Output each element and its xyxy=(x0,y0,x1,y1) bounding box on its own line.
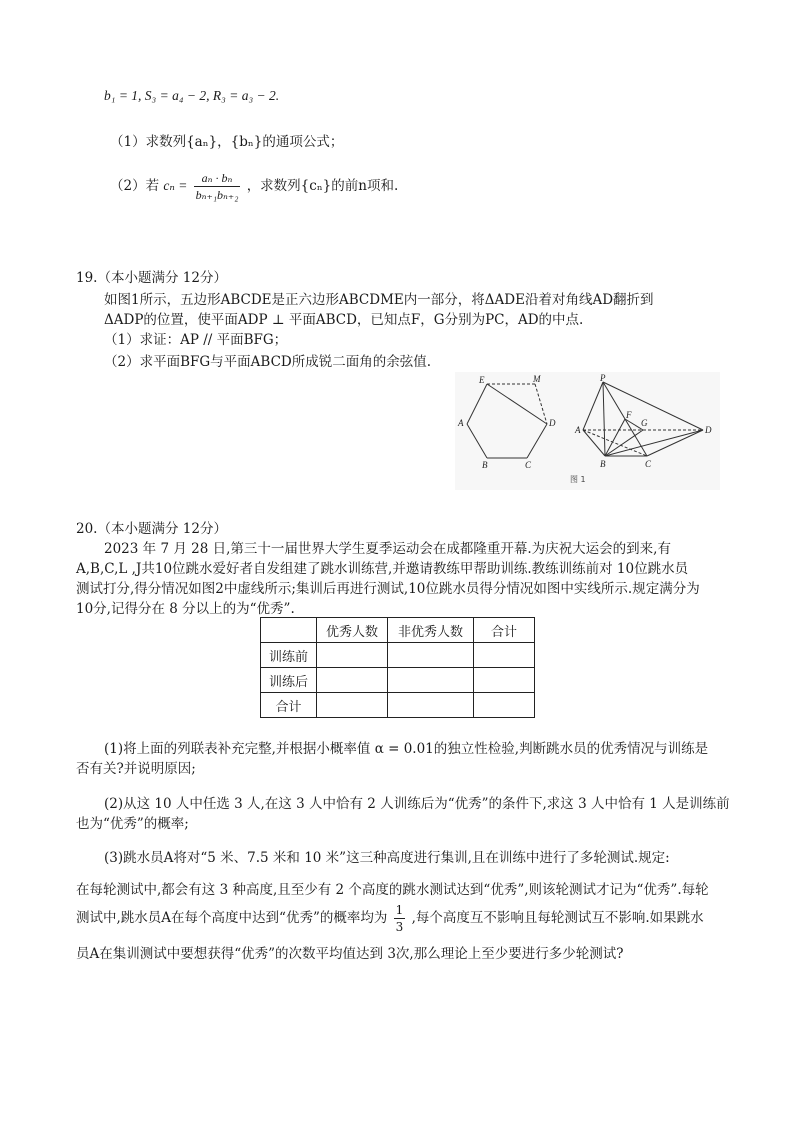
table-cell xyxy=(474,668,535,693)
fig-label-g: G xyxy=(641,418,648,428)
q20-part1-line2: 否有关?并说明原因; xyxy=(76,761,196,777)
table-row-label: 训练前 xyxy=(261,643,317,668)
q18-fraction-denominator: bₙ₊₁bₙ₊₂ xyxy=(195,188,239,202)
fig-label-f: F xyxy=(626,410,632,420)
q18-part2-suffix: ，求数列{cₙ}的前n项和. xyxy=(246,178,399,194)
q19-part2: （2）求平面BFG与平面ABCD所成锐二面角的余弦值. xyxy=(104,354,432,370)
table-cell xyxy=(317,643,388,668)
contingency-table xyxy=(260,617,535,718)
q19-part1: （1）求证：AP // 平面BFG； xyxy=(104,332,288,348)
q20-part3-line1: (3)跳水员A将对“5 米、7.5 米和 10 米”这三种高度进行集训,且在训练中进行了多轮测试.规定: xyxy=(104,850,670,866)
fig-label-b1: B xyxy=(482,460,488,470)
table-cell xyxy=(317,693,388,718)
q20-part3-line2: 在每轮测试中,都会有这 3 种高度,且至少有 2 个高度的跳水测试达到“优秀”,则该轮测试才记为“优秀”.每轮 xyxy=(76,882,709,898)
figure-1 xyxy=(455,372,720,490)
fig-label-d1: D xyxy=(549,418,556,428)
table-row xyxy=(261,693,535,718)
q18-part2 xyxy=(110,172,398,201)
q20-part3-line3-post: ,每个高度互不影响且每轮测试互不影响.如果跳水 xyxy=(411,910,704,926)
q20-part3-line3-pre: 测试中,跳水员A在每个高度中达到“优秀”的概率均为 xyxy=(76,910,388,926)
q20-part2-line1: (2)从这 10 人中任选 3 人,在这 3 人中恰有 2 人训练后为“优秀”的条件下,求这 3 人中恰有 1 人是训练前 xyxy=(104,796,730,812)
q18-part1: （1）求数列{aₙ}，{bₙ}的通项公式； xyxy=(110,134,344,150)
fig-label-e: E xyxy=(479,375,485,385)
table-header-row xyxy=(261,618,535,643)
table-cell xyxy=(317,668,388,693)
table-cell xyxy=(388,643,474,668)
q20-intro-4: 10分,记得分在 8 分以上的为“优秀”. xyxy=(76,601,295,617)
table-header-cell: 优秀人数 xyxy=(317,618,388,643)
q20-part3-line4: 员A在集训测试中要想获得“优秀”的次数平均值达到 3次,那么理论上至少要进行多少轮测试? xyxy=(76,946,624,962)
table-header-cell xyxy=(261,618,317,643)
q20-part2-line2: 也为“优秀”的概率; xyxy=(76,816,189,832)
q18-part2-prefix: （2）若 xyxy=(110,178,160,194)
table-row-label: 合计 xyxy=(261,693,317,718)
fig-label-a2: A xyxy=(575,425,581,435)
q20-part1-line1: (1)将上面的列联表补充完整,并根据小概率值 α = 0.01的独立性检验,判断跳水员的优秀情况与训练是 xyxy=(104,741,709,757)
fraction-numerator: 1 xyxy=(395,903,404,917)
q18-given: b₁ = 1, S₃ = a₄ − 2, R₃ = a₃ − 2. xyxy=(104,88,280,103)
table-cell xyxy=(474,693,535,718)
fig-label-a1: A xyxy=(458,418,464,428)
table-header-cell: 非优秀人数 xyxy=(388,618,474,643)
table-cell xyxy=(474,643,535,668)
table-cell xyxy=(388,668,474,693)
figure-1-drawing xyxy=(455,372,720,490)
table-row xyxy=(261,643,535,668)
one-third-fraction xyxy=(394,904,406,933)
q20-intro-1: 2023 年 7 月 28 日,第三十一届世界大学生夏季运动会在成都隆重开幕.为庆祝大运会的到来,有 xyxy=(104,541,671,557)
fig-label-c2: C xyxy=(645,459,652,469)
figure-caption: 图 1 xyxy=(570,475,586,484)
table-cell xyxy=(388,693,474,718)
q19-line1: 如图1所示，五边形ABCDE是正六边形ABCDME内一部分，将ΔADE沿着对角线AD翻折到 xyxy=(104,292,654,308)
fig-label-m: M xyxy=(533,374,541,384)
q18-fraction xyxy=(194,172,241,201)
q20-intro-2: A,B,C,L ,J共10位跳水爱好者自发组建了跳水训练营,并邀请教练甲帮助训练.教练训练前对 10位跳水员 xyxy=(76,561,689,577)
table-header-cell: 合计 xyxy=(474,618,535,643)
table-row xyxy=(261,668,535,693)
q20-header: 20.（本小题满分 12分） xyxy=(76,521,227,537)
fig-label-c1: C xyxy=(525,460,532,470)
q18-fraction-numerator: aₙ · bₙ xyxy=(194,172,241,187)
q20-part3-line3 xyxy=(76,904,704,933)
fig-label-p: P xyxy=(600,373,606,383)
table-row-label: 训练后 xyxy=(261,668,317,693)
q19-header: 19.（本小题满分 12分） xyxy=(76,270,227,286)
fig-label-d2: D xyxy=(705,425,712,435)
fig-label-b2: B xyxy=(600,459,606,469)
q18-part2-lhs: cₙ = xyxy=(163,178,188,193)
q19-line2: ΔADP的位置，使平面ADP ⊥ 平面ABCD，已知点F，G分别为PC，AD的中点. xyxy=(104,312,584,328)
fraction-denominator: 3 xyxy=(395,920,404,934)
q20-intro-3: 测试打分,得分情况如图2中虚线所示;集训后再进行测试,10位跳水员得分情况如图中实线所示.规定满分为 xyxy=(76,581,700,597)
